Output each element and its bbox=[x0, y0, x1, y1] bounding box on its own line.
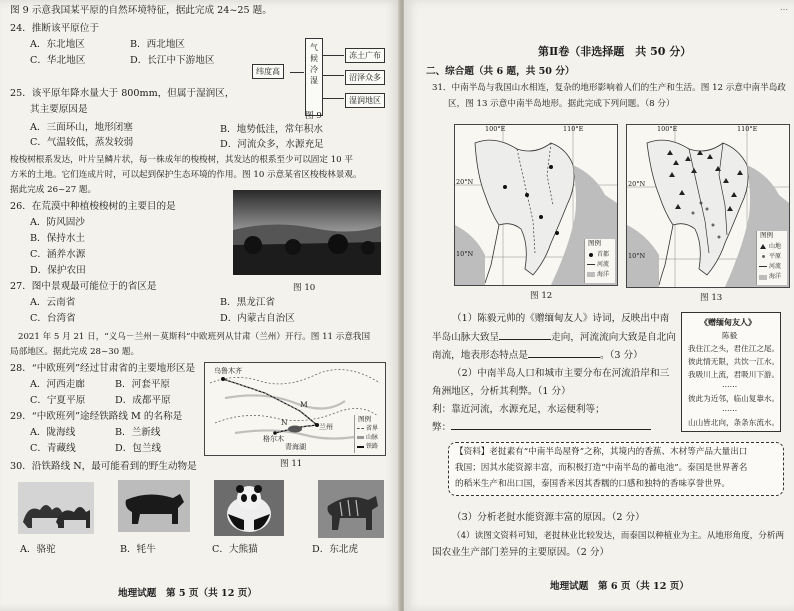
q25-option-a: A．三面环山，地形闭塞 bbox=[30, 122, 133, 133]
fig12-legend-river-symbol bbox=[587, 264, 595, 265]
subquestion-1-line1: （1）陈毅元帅的《赠缅甸友人》诗词，反映出中南 bbox=[452, 313, 670, 324]
fig11-legend-mountain-symbol bbox=[357, 436, 364, 439]
intro-26-27-line3: 据此完成 26~27 题。 bbox=[10, 185, 97, 195]
q29-option-b: B．兰新线 bbox=[115, 427, 161, 438]
fig13-legend-mountain-symbol bbox=[760, 244, 766, 249]
q24-option-d: D．长江中下游地区 bbox=[130, 55, 215, 66]
fig9-arrow bbox=[322, 75, 344, 76]
question-31-line1: 31．中南半岛与我国山水相连，复杂的地形影响着人们的生产和生活。图 12 示意中南半岛政 bbox=[432, 83, 786, 93]
question-27: 27．图中景观最可能位于的省区是 bbox=[10, 281, 157, 292]
q26-option-a: A．防风固沙 bbox=[30, 217, 85, 228]
fig9-arrow bbox=[322, 98, 344, 99]
q30-option-b: B．牦牛 bbox=[120, 544, 156, 555]
fig13-legend-plain: 平原 bbox=[769, 253, 782, 260]
fig9-start-box: 纬度高 bbox=[252, 64, 284, 79]
material-line-2: 我国；因其水能资源丰富，而积极打造“中南半岛的蓄电池”。泰国是世界著名 bbox=[455, 463, 748, 473]
fig11-city-urumqi: 乌鲁木齐 bbox=[214, 367, 242, 375]
material-line-3: 的稻米生产和出口国，泰国香米因其香糯的口感和独特的香味享誉世界。 bbox=[455, 479, 731, 489]
fig12-lon-110: 110°E bbox=[563, 125, 584, 133]
fig9-arrow bbox=[290, 72, 304, 73]
q27-option-b: B．黑龙江省 bbox=[220, 297, 276, 308]
fig13-lon-100: 100°E bbox=[657, 125, 678, 133]
material-box bbox=[448, 442, 784, 496]
page-footer-6: 地理试题 第 6 页（共 12 页） bbox=[550, 581, 689, 592]
q25-option-b: B．地势低洼，常年积水 bbox=[220, 124, 323, 135]
answer-blank-terrain[interactable] bbox=[528, 357, 600, 358]
fig12-caption: 图 12 bbox=[530, 291, 553, 301]
poem-line: 我吸川上流，君吸川下游。 bbox=[688, 370, 780, 379]
q29-option-a: A．陇海线 bbox=[30, 427, 76, 438]
fig12-legend-title: 图例 bbox=[588, 239, 601, 247]
fig12-lat-20: 20°N bbox=[456, 178, 474, 186]
fig13-legend-river-symbol bbox=[759, 266, 767, 267]
q26-option-b: B．保持水土 bbox=[30, 233, 86, 244]
fig11-city-lanzhou: 兰州 bbox=[319, 423, 333, 431]
subquestion-4-line1: （4）读图文资料可知，老挝林业比较发达，而泰国以种植业为主。从地形角度，分析两 bbox=[452, 531, 785, 541]
fig12-legend-capital: 首都 bbox=[597, 251, 610, 258]
poem-line: 我住江之头，君住江之尾。 bbox=[688, 344, 780, 353]
panda-photo bbox=[214, 480, 284, 536]
fig11-lake: 青海湖 bbox=[285, 443, 306, 451]
q29-option-d: D．包兰线 bbox=[115, 443, 162, 454]
intro-24-25: 图 9 示意我国某平原的自然环境特征，据此完成 24~25 题。 bbox=[10, 5, 272, 16]
yak-photo bbox=[118, 480, 190, 532]
subquestion-2-line2: 角洲地区，分析其利弊。（1 分） bbox=[432, 386, 571, 397]
fig12-lon-100: 100°E bbox=[485, 125, 506, 133]
poem-ellipsis: …… bbox=[722, 380, 738, 389]
fig11-caption: 图 11 bbox=[280, 459, 303, 469]
fig11-label-m: M bbox=[300, 400, 308, 409]
question-31-line2: 区，图 13 示意中南半岛地形。据此完成下列问题。（8 分） bbox=[448, 99, 675, 109]
fig10-photo bbox=[233, 190, 381, 275]
q24-option-c: C．华北地区 bbox=[30, 55, 86, 66]
fig11-label-n: N bbox=[281, 418, 288, 427]
fig11-legend-title: 图例 bbox=[358, 415, 371, 423]
exam-page-6 bbox=[404, 0, 794, 611]
tiger-photo bbox=[318, 480, 384, 538]
answer-blank-disadvantage[interactable] bbox=[451, 429, 651, 430]
fig9-output-swamp: 沼泽众多 bbox=[345, 70, 385, 85]
fig13-lat-20: 20°N bbox=[628, 180, 646, 188]
q30-option-c: C．大熊猫 bbox=[212, 544, 258, 555]
fig12-legend-river: 河流 bbox=[597, 261, 610, 268]
intro-28-30-line1: 2021 年 5 月 21 日，“义乌－兰州－莫斯科”中欧班列从甘肃（兰州）开行。图 11 示意我国 bbox=[18, 332, 371, 342]
fig13-legend-plain-symbol bbox=[762, 255, 765, 258]
page-footer-5: 地理试题 第 5 页（共 12 页） bbox=[118, 588, 257, 599]
q26-option-d: D．保护农田 bbox=[30, 265, 86, 276]
question-28: 28．“中欧班列”经过甘肃省的主要地形区是 bbox=[10, 363, 196, 374]
fig9-climate-box: 气候冷湿 bbox=[305, 38, 323, 116]
poem-box bbox=[681, 312, 781, 432]
q27-option-d: D．内蒙古自治区 bbox=[220, 313, 295, 324]
question-25: 25．该平原年降水量大于 800mm，但属于湿润区， bbox=[10, 88, 235, 99]
subquestion-1-line2: 半岛山脉大致呈 走向，河流流向大致是自北向 bbox=[432, 332, 676, 343]
poem-line: 山山皆北向，条条东流水。 bbox=[688, 418, 780, 427]
intro-26-27-line1: 梭梭树根系发达，叶片呈鳞片状，每一株成年的梭梭树，其发达的根系至少可以固定 10 平 bbox=[10, 155, 353, 165]
fig13-legend-sea-symbol bbox=[759, 275, 767, 280]
fig11-legend-boundary: 省界 bbox=[366, 425, 379, 432]
subquestion-2-advantage: 利：靠近河流，水源充足，水运便利等； bbox=[432, 404, 605, 415]
q24-option-b: B．西北地区 bbox=[130, 39, 186, 50]
fig11-legend-railway-symbol bbox=[357, 446, 364, 448]
fig9-caption: 图 9 bbox=[305, 111, 322, 121]
fig12-legend bbox=[584, 239, 615, 283]
subquestion-4-line2: 国农业生产部门差异的主要原因。（2 分） bbox=[432, 547, 610, 558]
fig9-output-humid: 湿润地区 bbox=[345, 93, 385, 108]
answer-blank-direction[interactable] bbox=[499, 339, 551, 340]
q28-option-a: A．河西走廊 bbox=[30, 379, 85, 390]
fig13-lon-110: 110°E bbox=[737, 125, 758, 133]
fig13-legend-title: 图例 bbox=[760, 231, 773, 239]
q26-option-c: C．涵养水源 bbox=[30, 249, 86, 260]
q28-option-d: D．成都平原 bbox=[115, 395, 171, 406]
fig12-legend-sea: 海洋 bbox=[597, 271, 610, 278]
material-line-1: 【资料】老挝素有“中南半岛屋脊”之称，其境内的香蕉、木材等产品大量出口 bbox=[455, 447, 748, 457]
subquestion-2-disadvantage: 弊： bbox=[432, 422, 651, 434]
question-25-cont: 其主要原因是 bbox=[30, 104, 88, 115]
poem-line: 彼此为近邻，临山复靠水。 bbox=[688, 394, 780, 403]
fig11-city-golmud: 格尔木 bbox=[263, 435, 284, 443]
fig11-map bbox=[204, 362, 386, 456]
section-title: 二、综合题（共 6 题，共 50 分） bbox=[426, 66, 575, 77]
fig13-legend bbox=[756, 231, 787, 285]
fig9-output-permafrost: 冻土广布 bbox=[345, 48, 385, 63]
question-26: 26．在荒漠中种植梭梭树的主要目的是 bbox=[10, 201, 176, 212]
poem-author: 陈毅 bbox=[722, 331, 738, 340]
fig12-legend-capital-symbol bbox=[589, 253, 593, 257]
q28-option-b: B．河套平原 bbox=[115, 379, 171, 390]
q28-option-c: C．宁夏平原 bbox=[30, 395, 86, 406]
fig13-legend-river: 河流 bbox=[769, 263, 782, 270]
q24-option-a: A．东北地区 bbox=[30, 39, 85, 50]
fig11-legend bbox=[354, 415, 383, 453]
fig12-lat-10: 10°N bbox=[456, 250, 474, 258]
fig10-caption: 图 10 bbox=[293, 283, 316, 293]
fig13-terrain-map bbox=[626, 124, 790, 288]
subquestion-1-line3: 南流，地表形态特点是 。（3 分） bbox=[432, 350, 643, 361]
camel-photo bbox=[18, 482, 94, 534]
fig13-legend-mountain: 山地 bbox=[769, 243, 782, 250]
poem-ellipsis: …… bbox=[722, 404, 738, 413]
subquestion-3: （3）分析老挝水能资源丰富的原因。（2 分） bbox=[452, 512, 645, 523]
intro-26-27-line2: 方米的土地。它们连成片时，可以起到保护生态环境的作用。图 10 示意某省区梭梭林景观。 bbox=[10, 170, 362, 180]
fig11-legend-boundary-symbol bbox=[357, 428, 364, 429]
q27-option-c: C．台湾省 bbox=[30, 313, 76, 324]
question-30: 30．沿铁路线 N，最可能看到的野生动物是 bbox=[10, 461, 197, 472]
intro-28-30-line2: 局部地区。据此完成 28~30 题。 bbox=[10, 347, 140, 357]
q25-option-c: C．气温较低，蒸发较弱 bbox=[30, 137, 134, 148]
q29-option-c: C．青藏线 bbox=[30, 443, 76, 454]
fig12-legend-sea-symbol bbox=[587, 272, 595, 277]
q27-option-a: A．云南省 bbox=[30, 297, 76, 308]
section-header: 第Ⅱ卷（非选择题 共 50 分） bbox=[538, 45, 692, 58]
question-29: 29．“中欧班列”途经铁路线 M 的名称是 bbox=[10, 411, 183, 422]
subquestion-2-line1: （2）中南半岛人口和城市主要分布在河流沿岸和三 bbox=[452, 368, 670, 379]
q30-option-d: D．东北虎 bbox=[312, 544, 359, 555]
q30-option-a: A．骆驼 bbox=[20, 544, 56, 555]
fig12-political-map bbox=[454, 124, 618, 286]
fig11-legend-railway: 铁路 bbox=[366, 443, 379, 450]
poem-title: 《赠缅甸友人》 bbox=[700, 317, 756, 327]
q25-option-d: D．河流众多，水源充足 bbox=[220, 139, 324, 150]
fig13-lat-10: 10°N bbox=[628, 252, 646, 260]
fig13-caption: 图 13 bbox=[700, 293, 723, 303]
fig9-arrow bbox=[322, 55, 344, 56]
question-24: 24．推断该平原位于 bbox=[10, 23, 99, 34]
corner-mark: … bbox=[780, 3, 788, 12]
poem-line: 彼此情无限，共饮一江水。 bbox=[688, 357, 780, 366]
fig13-legend-sea: 海洋 bbox=[769, 273, 782, 280]
fig11-legend-mountain: 山脉 bbox=[366, 434, 379, 441]
